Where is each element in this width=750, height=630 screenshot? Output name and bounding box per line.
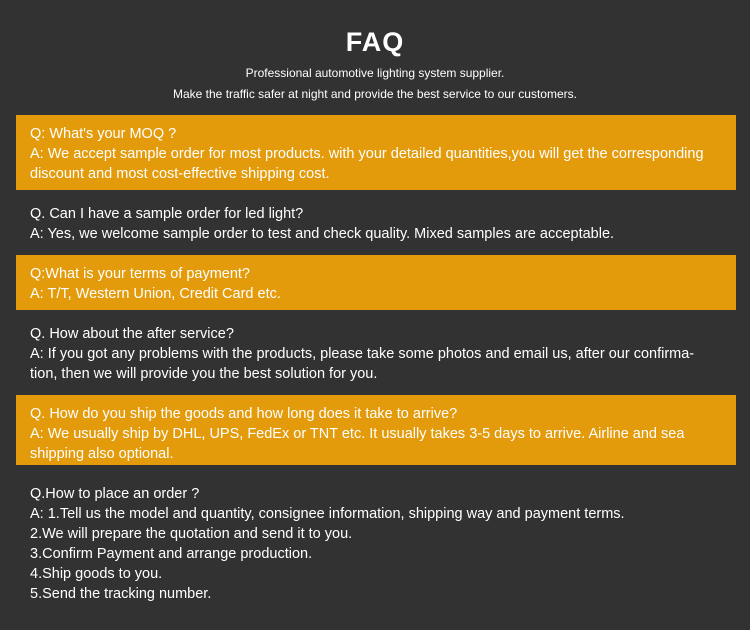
faq-answer-line: A: T/T, Western Union, Credit Card etc.	[30, 286, 281, 302]
faq-answer-line: A: We usually ship by DHL, UPS, FedEx or TNT etc. It usually takes 3-5 days to arrive. Airline and sea	[30, 426, 685, 442]
subtitle-supplier: Professional automotive lighting system supplier.	[245, 66, 505, 80]
page-title: FAQ	[345, 27, 405, 57]
faq-answer-line: 4.Ship goods to you.	[30, 566, 163, 582]
faq-answer-line: 2.We will prepare the quotation and send it to you.	[30, 526, 353, 542]
faq-item-moq	[16, 115, 736, 190]
faq-answer-line: 5.Send the tracking number.	[30, 586, 212, 602]
faq-answer-line: A: 1.Tell us the model and quantity, consignee information, shipping way and payment terms.	[30, 506, 625, 522]
faq-item-shipping	[16, 395, 736, 465]
faq-question: Q. How about the after service?	[30, 326, 234, 342]
faq-question: Q.How to place an order ?	[30, 486, 200, 502]
faq-item-sample-order	[16, 195, 736, 245]
faq-question: Q. How do you ship the goods and how long does it take to arrive?	[30, 406, 458, 422]
faq-item-place-order	[16, 475, 736, 610]
faq-question: Q: What's your MOQ ?	[30, 126, 177, 142]
faq-answer-line: A: We accept sample order for most products. with your detailed quantities,you will get the corresponding	[30, 146, 704, 162]
faq-question: Q:What is your terms of payment?	[30, 266, 250, 282]
faq-answer-line: discount and most cost-effective shipping cost.	[30, 166, 330, 182]
faq-answer-line: tion, then we will provide you the best solution for you.	[30, 366, 378, 382]
faq-question: Q. Can I have a sample order for led light?	[30, 206, 304, 222]
subtitle-mission: Make the traffic safer at night and provide the best service to our customers.	[173, 87, 577, 101]
faq-answer-line: 3.Confirm Payment and arrange production.	[30, 546, 313, 562]
faq-item-payment	[16, 255, 736, 310]
faq-answer-line: shipping also optional.	[30, 446, 174, 462]
faq-answer-line: A: If you got any problems with the products, please take some photos and email us, after our confirma-	[30, 346, 695, 362]
faq-answer-line: A: Yes, we welcome sample order to test and check quality. Mixed samples are acceptable.	[30, 226, 615, 242]
faq-item-after-service	[16, 315, 736, 390]
